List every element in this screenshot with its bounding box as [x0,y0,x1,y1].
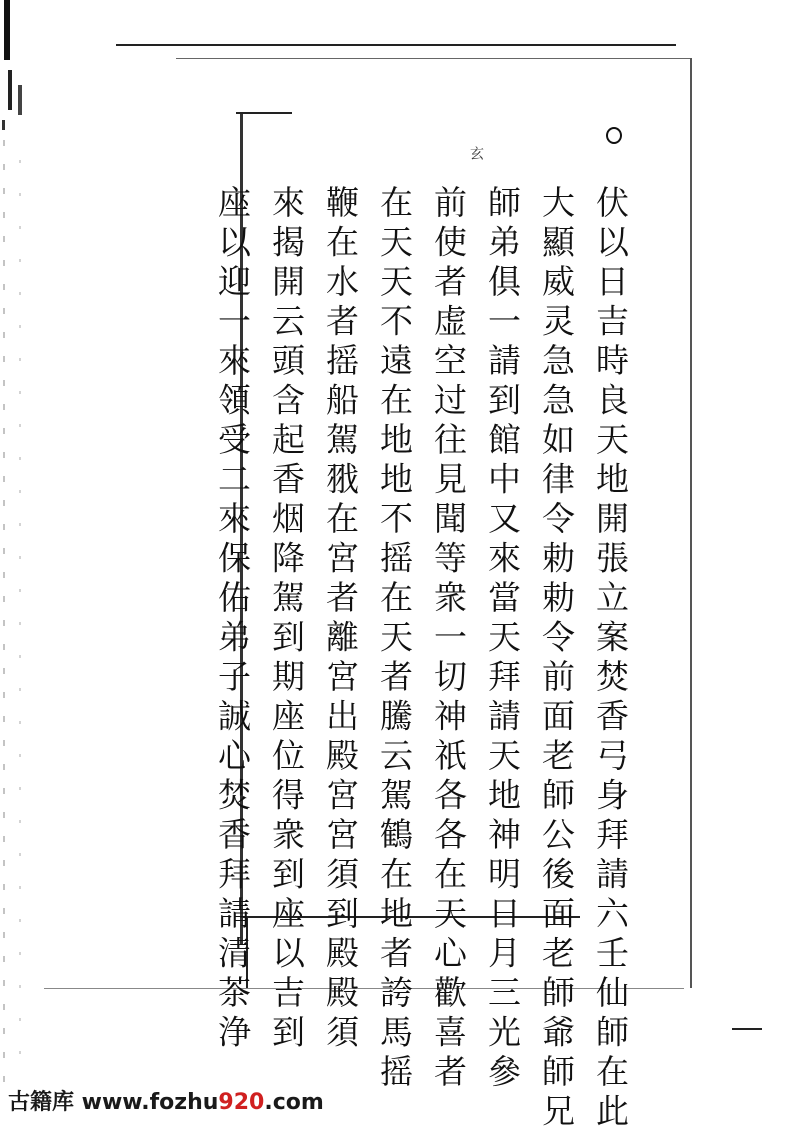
text-column: 大顯威灵急急如律令勅勅令前面老師公後面老師爺師兄 [537,185,576,1133]
watermark-prefix: 古籍库 www.fozhu [8,1090,219,1115]
text-column: 師弟俱一請到館中又來當天拜請天地神明日月三光參 [483,185,522,1094]
text-column: 伏以日吉時良天地開張立案焚香弓身拜請六壬仙師在此 [591,185,630,1133]
watermark [8,1085,324,1116]
watermark-suffix: .com [264,1090,324,1115]
text-column: 座以迎一來領受二來保佑弟子誠心焚香拜請清茶浄 [213,185,252,1054]
folio-glyph: 玄 [468,146,484,160]
page-edge-top [116,44,676,46]
frame-top [236,112,292,114]
text-column: 來揭開云頭含起香烟降駕到期座位得衆到座以吉到 [267,185,306,1054]
text-column: 在天天不遠在地地不摇在天者騰云駕鶴在地者誇馬摇 [375,185,414,1094]
binding-edge [0,0,30,1122]
text-column: 前使者虚空过往見聞等衆一切神祇各各在天心歡喜者 [429,185,468,1094]
watermark-number: 920 [218,1090,265,1115]
text-column: 鞭在水者摇船駕𦐂在宮者離宮出殿宮宮須到殿殿須 [321,185,360,1054]
page-edge-top-inner [176,58,691,59]
page-edge-right [690,58,692,988]
circle-mark [606,127,622,144]
text-columns [205,185,637,1133]
right-corner-mark [732,1028,762,1030]
